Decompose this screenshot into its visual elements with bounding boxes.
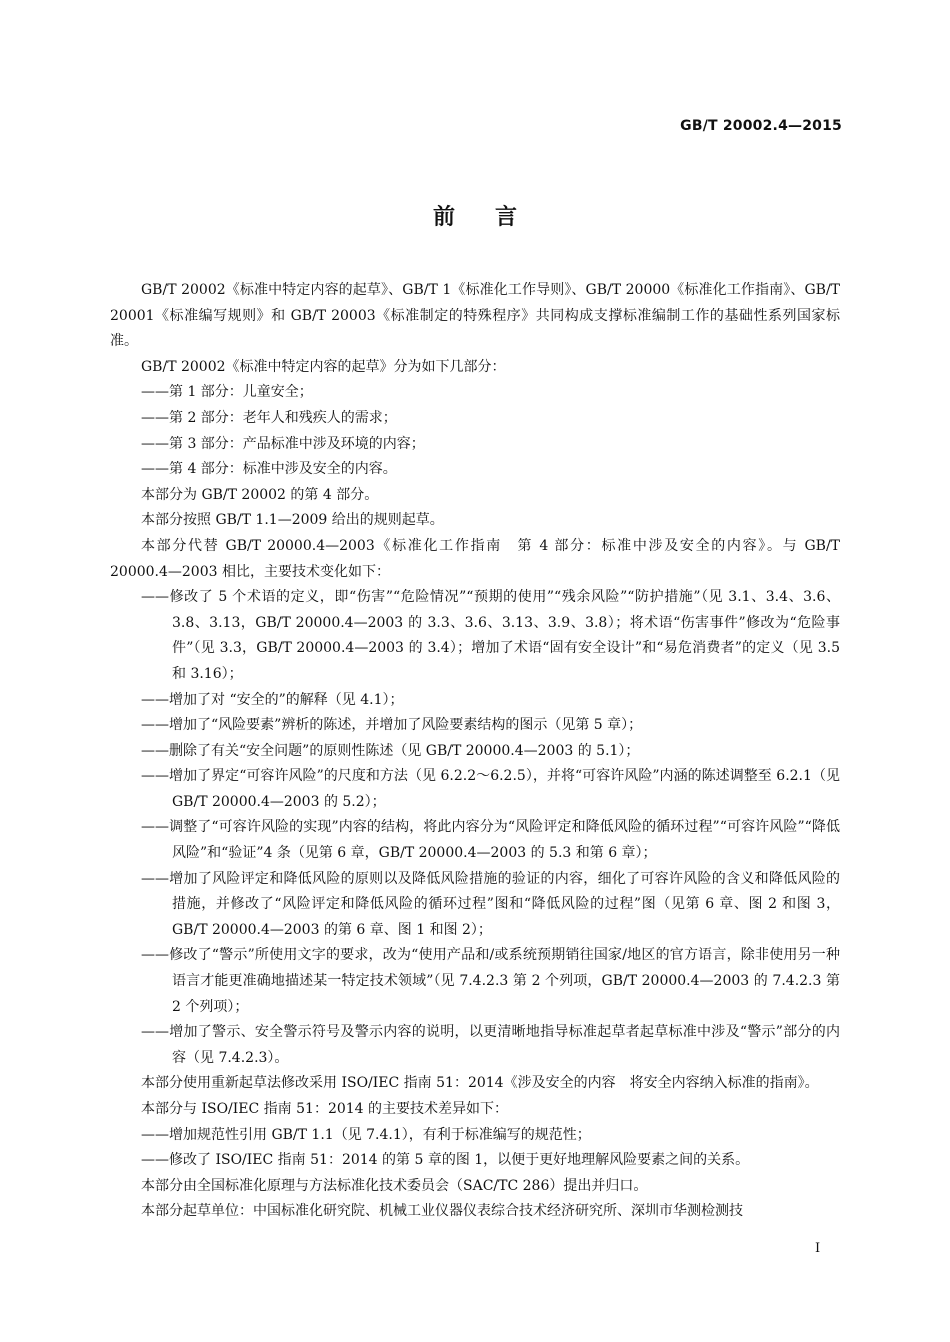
list-item: ——增加了风险评定和降低风险的原则以及降低风险措施的验证的内容，细化了可容许风险的含义和降低风险的措施，并修改了“风险评定和降低风险的循环过程”图和“降低风险的过程”图（见第 6 章、图 2 和图 3，GB/T 20000.4—2003 的第 6 章、图 1 和图 2）； <box>141 870 840 938</box>
list-item: ——第 2 部分：老年人和残疾人的需求； <box>141 409 397 426</box>
list-item: ——增加了对 “安全的”的解释（见 4.1）； <box>141 691 404 708</box>
paragraph: 本部分为 GB/T 20002 的第 4 部分。 <box>141 486 379 503</box>
list-item: ——第 3 部分：产品标准中涉及环境的内容； <box>141 435 425 452</box>
list-item: ——增加了界定“可容许风险”的尺度和方法（见 6.2.2～6.2.5），并将“可容许风险”内涵的陈述调整至 6.2.1（见 GB/T 20000.4—2003 的 5.2）； <box>141 768 840 810</box>
list-item: ——修改了“警示”所使用文字的要求，改为“使用产品和/或系统预期销往国家/地区的官方语言，除非使用另一种语言才能更准确地描述某一特定技术领域”（见 7.4.2.3 第 2 个列项，GB/T 20000.4—2003 的 7.4.2.3 第 2 个列项）； <box>141 947 840 1015</box>
list-item: ——删除了有关“安全问题”的原则性陈述（见 GB/T 20000.4—2003 的 5.1）； <box>141 742 640 759</box>
paragraph: 本部分与 ISO/IEC 指南 51：2014 的主要技术差异如下： <box>141 1101 509 1117</box>
standard-code: GB/T 20002.4—2015 <box>680 118 842 134</box>
list-item: ——修改了 ISO/IEC 指南 51：2014 的第 5 章的图 1，以便于更好地理解风险要素之间的关系。 <box>141 1152 750 1169</box>
paragraph: GB/T 20002《标准中特定内容的起草》、GB/T 1《标准化工作导则》、GB/T 20000《标准化工作指南》、GB/T 20001《标准编写规则》和 GB/T 20003《标准制定的特殊程序》共同构成支撑标准编制工作的基础性系列国家标准。 <box>110 282 840 350</box>
foreword-body <box>110 278 840 1225</box>
list-item: ——第 4 部分：标准中涉及安全的内容。 <box>141 461 397 478</box>
paragraph: 本部分由全国标准化原理与方法标准化技术委员会（SAC/TC 286）提出并归口。 <box>141 1177 648 1194</box>
list-item: ——调整了“可容许风险的实现”内容的结构，将此内容分为“风险评定和降低风险的循环过程”“可容许风险”“降低风险”和“验证”4 条（见第 6 章，GB/T 20000.4—2003 的 5.3 和第 6 章）； <box>141 819 840 862</box>
page-title: 前言 <box>432 205 557 230</box>
paragraph: 本部分使用重新起草法修改采用 ISO/IEC 指南 51：2014《涉及安全的内容 将安全内容纳入标准的指南》。 <box>141 1075 819 1092</box>
page-number: I <box>815 1241 821 1256</box>
paragraph: 本部分按照 GB/T 1.1—2009 给出的规则起草。 <box>141 512 444 529</box>
paragraph: GB/T 20002《标准中特定内容的起草》分为如下几部分： <box>141 358 506 375</box>
paragraph: 本部分起草单位：中国标准化研究院、机械工业仪器仪表综合技术经济研究所、深圳市华测检测技 <box>141 1203 743 1220</box>
list-item: ——修改了 5 个术语的定义，即“伤害”“危险情况”“预期的使用”“残余风险”“防护措施”（见 3.1、3.4、3.6、3.8、3.13，GB/T 20000.4—2003 的 3.3、3.6、3.13、3.9、3.8）；将术语“伤害事件”修改为“危险事件”（见 3.3，GB/T 20000.4—2003 的 3.4）；增加了术语“固有安全设计”和“易危消费者”的定义（见 3.5 和 3.16）； <box>141 589 840 682</box>
list-item: ——增加了“风险要素”辨析的陈述，并增加了风险要素结构的图示（见第 5 章）； <box>141 717 643 734</box>
list-item: ——增加规范性引用 GB/T 1.1（见 7.4.1），有利于标准编写的规范性； <box>141 1126 591 1143</box>
paragraph: 本部分代替 GB/T 20000.4—2003《标准化工作指南 第 4 部分：标准中涉及安全的内容》。与 GB/T 20000.4—2003 相比，主要技术变化如下： <box>110 537 840 580</box>
list-item: ——增加了警示、安全警示符号及警示内容的说明，以更清晰地指导标准起草者起草标准中涉及“警示”部分的内容（见 7.4.2.3）。 <box>141 1024 840 1066</box>
list-item: ——第 1 部分：儿童安全； <box>141 384 313 401</box>
